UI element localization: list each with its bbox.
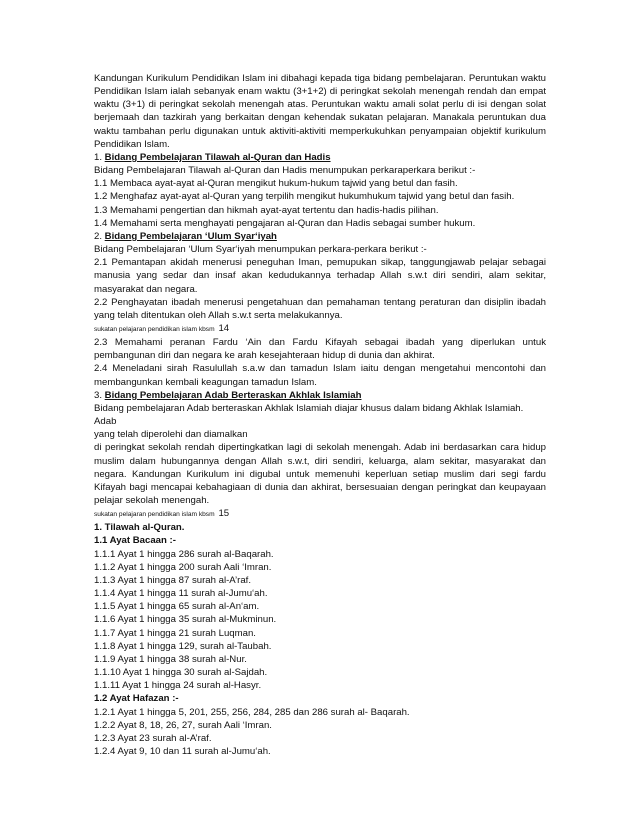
intro-paragraph: Kandungan Kurikulum Pendidikan Islam ini dibahagi kepada tiga bidang pembelajaran. Peruntukan waktu Pendidikan Islam ialah sebanyak enam waktu (3+1+2) di peringkat sekolah menengah rendah dan empat waktu (3+1) di peringkat sekolah menengah atas. Peruntukan waktu amali solat perlu di isi dengan solat berjemaah dan tazkirah yang berkaitan dengan kehendak sukatan pelajaran. Manakala peruntukan dua waktu tambahan perlu digunakan untuk aktiviti-aktiviti memperkukuhkan penyampaian objektif kurikulum Pendidikan Islam. xyxy=(94,73,546,150)
bacaan-item: 1.1.7 Ayat 1 hingga 21 surah Luqman. xyxy=(94,627,256,639)
bacaan-item: 1.1.11 Ayat 1 hingga 24 surah al-Hasyr. xyxy=(94,680,262,692)
section-2-item: 2.3 Memahami peranan Fardu ‘Ain dan Fardu Kifayah sebagai ibadah yang diperlukan untuk pembangunan diri dan negara ke arah kesejahteraan hidup di dunia dan akhirat. xyxy=(94,337,546,362)
section-2-item: 2.2 Penghayatan ibadah menerusi pengetahuan dan pemahaman tentang peraturan dan disiplin ibadah yang telah ditentukan oleh Allah s.w.t serta melakukannya. xyxy=(94,296,546,321)
bacaan-item: 1.1.2 Ayat 1 hingga 200 surah Aali ‘Imran. xyxy=(94,561,272,573)
bacaan-title: 1.1 Ayat Bacaan :- xyxy=(94,535,176,547)
section-2-number: 2. xyxy=(94,230,105,242)
bacaan-item: 1.1.3 Ayat 1 hingga 87 surah al-A’raf. xyxy=(94,574,251,586)
hafazan-item: 1.2.2 Ayat 8, 18, 26, 27, surah Aali ‘Imran. xyxy=(94,719,272,731)
section-3-line: yang telah diperolehi dan diamalkan xyxy=(94,429,248,441)
hafazan-item: 1.2.1 Ayat 1 hingga 5, 201, 255, 256, 284, 285 dan 286 surah al- Baqarah. xyxy=(94,706,410,718)
page-footer-text: sukatan pelajaran pendidikan islam kbsm xyxy=(94,325,215,333)
page-footer xyxy=(94,507,546,521)
bacaan-item: 1.1.1 Ayat 1 hingga 286 surah al-Baqarah. xyxy=(94,548,274,560)
section-3-heading xyxy=(94,389,546,402)
section-3-title: Bidang Pembelajaran Adab Berteraskan Akhlak Islamiah xyxy=(104,389,362,401)
page-number: 14 xyxy=(218,322,230,334)
section-2-item: 2.1 Pemantapan akidah menerusi peneguhan Iman, pemupukan sikap, tanggungjawab pelajar sebagai manusia yang sedar dan insaf akan kedudukannya terhadap Allah s.w.t diri sendiri, alam sekitar, masyarakat dan negara. xyxy=(94,257,546,295)
bacaan-item: 1.1.8 Ayat 1 hingga 129, surah al-Taubah. xyxy=(94,640,272,652)
section-2-intro: Bidang Pembelajaran ‘Ulum Syar‘iyah menumpukan perkara-perkara berikut :- xyxy=(94,244,427,256)
section-2-item: 2.4 Meneladani sirah Rasulullah s.a.w dan tamadun Islam iaitu dengan mengetahui mencontohi dan membangunkan kembali keagungan tamadun Islam. xyxy=(94,363,546,388)
section-1-item: 1.1 Membaca ayat-ayat al-Quran mengikut hukum-hukum tajwid yang betul dan fasih. xyxy=(94,178,458,190)
section-1-heading xyxy=(94,151,546,164)
section-1-item: 1.3 Memahami pengertian dan hikmah ayat-ayat tertentu dan hadis-hadis pilihan. xyxy=(94,204,439,216)
section-3-number: 3. xyxy=(94,389,105,401)
tilawah-title: 1. Tilawah al-Quran. xyxy=(94,522,185,534)
section-1-item: 1.4 Memahami serta menghayati pengajaran al-Quran dan Hadis sebagai sumber hukum. xyxy=(94,217,476,229)
page-footer xyxy=(94,322,546,336)
section-1-title: Bidang Pembelajaran Tilawah al-Quran dan Hadis xyxy=(104,151,331,163)
bacaan-item: 1.1.9 Ayat 1 hingga 38 surah al-Nur. xyxy=(94,653,247,665)
section-2-title: Bidang Pembelajaran ‘Ulum Syar‘iyah xyxy=(104,230,277,242)
bacaan-item: 1.1.4 Ayat 1 hingga 11 surah al-Jumu‘ah. xyxy=(94,588,268,600)
page-footer-text: sukatan pelajaran pendidikan islam kbsm xyxy=(94,511,215,519)
bacaan-item: 1.1.6 Ayat 1 hingga 35 surah al-Mukminun. xyxy=(94,614,277,626)
document-body xyxy=(94,72,546,758)
hafazan-title: 1.2 Ayat Hafazan :- xyxy=(94,693,179,705)
bacaan-item: 1.1.5 Ayat 1 hingga 65 surah al-An‘am. xyxy=(94,601,260,613)
page-number: 15 xyxy=(218,508,230,520)
section-3-paragraph: di peringkat sekolah rendah dipertingkatkan lagi di sekolah menengah. Adab ini berdasarkan cara hidup muslim dalam hubungannya dengan Allah s.w.t, diri sendiri, keluarga, alam sekitar, masyarakat dan negara. Kandungan Kurikulum ini digubal untuk memenuhi keperluan setiap muslim dari segi fardu Kifayah bagi mencapai kebahagiaan di dunia dan akhirat, bersesuaian dengan peringkat dan keupayaan pelajar sekolah menengah. xyxy=(94,442,546,506)
section-1-item: 1.2 Menghafaz ayat-ayat al-Quran yang terpilih mengikut hukumhukum tajwid yang betul dan fasih. xyxy=(94,191,515,203)
section-1-intro: Bidang Pembelajaran Tilawah al-Quran dan Hadis menumpukan perkaraperkara berikut :- xyxy=(94,165,476,177)
hafazan-item: 1.2.4 Ayat 9, 10 dan 11 surah al-Jumu‘ah. xyxy=(94,745,271,757)
section-3-line: Bidang pembelajaran Adab berteraskan Akhlak Islamiah diajar khusus dalam bidang Akhlak Islamiah. Adab xyxy=(94,402,524,428)
section-2-heading xyxy=(94,230,546,243)
bacaan-item: 1.1.10 Ayat 1 hingga 30 surah al-Sajdah. xyxy=(94,667,268,679)
section-1-number: 1. xyxy=(94,151,105,163)
hafazan-item: 1.2.3 Ayat 23 surah al-A’raf. xyxy=(94,732,212,744)
